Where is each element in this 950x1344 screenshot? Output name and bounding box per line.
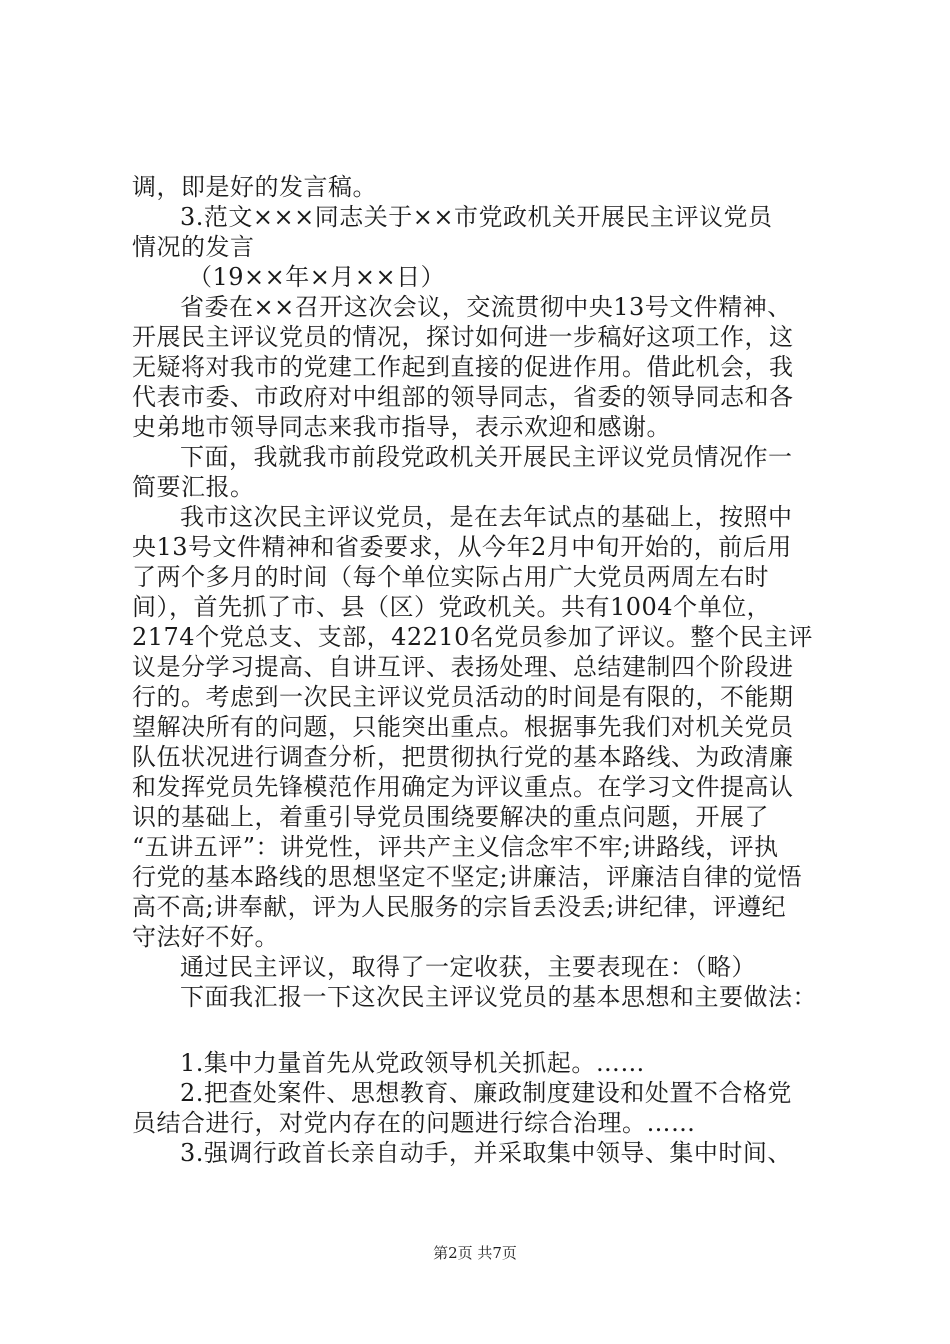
text-line: 识的基础上，着重引导党员围绕要解决的重点问题，开展了 [132,803,769,831]
text-line: 无疑将对我市的党建工作起到直接的促进作用。借此机会，我 [132,353,794,381]
text-line: 简要汇报。 [132,473,255,501]
text-line: 央13号文件精神和省委要求，从今年2月中旬开始的，前后用 [132,533,792,561]
text-line: 史弟地市领导同志来我市指导，表示欢迎和感谢。 [132,413,671,441]
list-item-cont: 员结合进行，对党内存在的问题进行综合治理。…… [132,1109,696,1137]
date-line: （19××年×月××日） [188,263,446,291]
text-line: 行的。考虑到一次民主评议党员活动的时间是有限的，不能期 [132,683,794,711]
text-line: 我市这次民主评议党员，是在去年试点的基础上，按照中 [180,503,793,531]
text-line: 调，即是好的发言稿。 [132,173,377,201]
text-line: 代表市委、市政府对中组部的领导同志，省委的领导同志和各 [132,383,794,411]
text-line: 2174个党总支、支部，42210名党员参加了评议。整个民主评 [132,623,813,651]
text-line: 行党的基本路线的思想坚定不坚定;讲廉洁，评廉洁自律的觉悟 [132,863,803,891]
text-line: “五讲五评”：讲党性，评共产主义信念牢不牢;讲路线，评执 [132,833,779,861]
list-item: 3.强调行政首长亲自动手，并采取集中领导、集中时间、 [180,1139,792,1167]
paragraph-gap [132,1012,832,1048]
page-indicator: 第2页 共7页 [433,1244,517,1262]
text-line: 开展民主评议党员的情况，探讨如何进一步稿好这项工作，这 [132,323,794,351]
text-line: 下面，我就我市前段党政机关开展民主评议党员情况作一 [180,443,793,471]
text-line: 守法好不好。 [132,923,279,951]
text-line: 议是分学习提高、自讲互评、表扬处理、总结建制四个阶段进 [132,653,794,681]
text-line: 高不高;讲奉献，评为人民服务的宗旨丢没丢;讲纪律，评遵纪 [132,893,787,921]
list-item: 2.把查处案件、思想教育、廉政制度建设和处置不合格党 [180,1079,792,1107]
text-line: 队伍状况进行调查分析，把贯彻执行党的基本路线、为政清廉 [132,743,794,771]
text-line: 下面我汇报一下这次民主评议党员的基本思想和主要做法： [180,983,817,1011]
list-item: 1.集中力量首先从党政领导机关抓起。…… [180,1049,645,1077]
text-line: 省委在××召开这次会议，交流贯彻中央13号文件精神、 [180,293,792,321]
text-line: 通过民主评议，取得了一定收获，主要表现在：（略） [180,953,756,981]
text-line: 间），首先抓了市、县（区）党政机关。共有1004个单位， [132,593,772,621]
section-heading-cont: 情况的发言 [132,233,255,261]
text-line: 了两个多月的时间（每个单位实际占用广大党员两周左右时 [132,563,769,591]
section-heading: 3.范文×××同志关于××市党政机关开展民主评议党员 [180,203,773,231]
text-line: 望解决所有的问题，只能突出重点。根据事先我们对机关党员 [132,713,794,741]
document-body [132,172,832,1168]
text-line: 和发挥党员先锋模范作用确定为评议重点。在学习文件提高认 [132,773,794,801]
